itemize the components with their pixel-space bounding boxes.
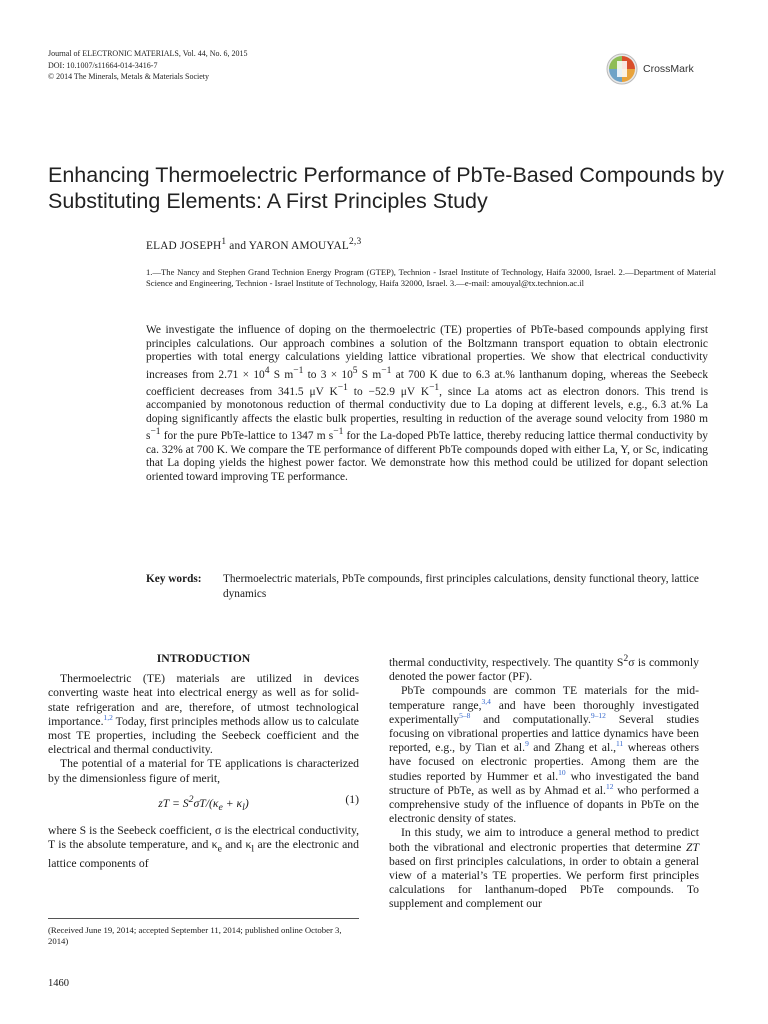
copyright-line: © 2014 The Minerals, Metals & Materials Society <box>48 72 210 81</box>
body-text: whereas others have focused on electronic properties. Among them are the studies reported by Hummer et al. <box>389 741 699 783</box>
body-text: are the electronic and lattice components of <box>48 838 359 870</box>
body-text: and κ <box>221 838 252 852</box>
abstract-sup: −1 <box>333 427 344 438</box>
equation-part: σT/(κ <box>193 796 219 810</box>
keywords <box>146 572 716 601</box>
equation-part: e <box>218 802 223 814</box>
body-text: Thermoelectric (TE) materials are utilized in devices converting waste heat into electrical energy as well as for solid-state refrigeration and are, therefore, of utmost technological importance. <box>48 672 359 728</box>
body-text: and Zhang et al., <box>528 741 617 755</box>
citation-link[interactable]: 3,4 <box>481 696 491 706</box>
body-paragraph: The potential of a material for TE applications is characterized by the dimensionless figure of merit, <box>48 757 359 785</box>
author-name: ELAD JOSEPH <box>146 239 222 252</box>
abstract-sup: −1 <box>381 365 392 376</box>
body-text: PbTe compounds are common TE materials for the mid-temperature range, <box>389 684 699 712</box>
equation-part: ) <box>244 796 249 810</box>
crossmark-icon <box>606 53 638 85</box>
abstract-sup: −1 <box>293 365 304 376</box>
abstract <box>146 324 708 484</box>
citation-link[interactable]: 11 <box>616 739 624 749</box>
journal-header <box>48 48 247 83</box>
equation-part: 2 <box>188 793 194 805</box>
citation-link[interactable]: 1,2 <box>103 712 113 722</box>
abstract-sup: −1 <box>429 382 440 393</box>
citation-link[interactable]: 12 <box>605 781 614 791</box>
abstract-sup: 5 <box>352 365 358 376</box>
received-dates-footnote: (Received June 19, 2014; accepted September 11, 2014; published online October 3, 2014) <box>48 925 342 946</box>
affiliations: 1.—The Nancy and Stephen Grand Technion Energy Program (GTEP), Technion - Israel Institute of Technology, Haifa 32000, Israel. 2.—Department of Material Science and Engineering, Technion - Israel Institute of Technology, Haifa 32000, Israel. 3.—e-mail: amouyal@tx.technion.ac.il <box>146 267 716 288</box>
author-conjunction: and <box>226 239 249 252</box>
body-text: Several studies focusing on vibrational properties and lattice dynamics have been reported, e.g., by Tian et al. <box>389 712 699 755</box>
abstract-text: at 700 K due to 6.3 at.% lanthanum doping, whereas the Seebeck coefficient decreases from 341.5 μV K <box>146 368 709 398</box>
body-text: who investigated the band structure of PbTe, as well as by Ahmad et al. <box>389 769 699 797</box>
footnote-divider <box>48 918 359 919</box>
body-text: Today, first principles methods allow us to calculate most TE properties, including the Seebeck coefficient and the electrical and thermal conductivity. <box>48 714 359 757</box>
abstract-text: , since La atoms act as electron donors. This trend is accompanied by monotonous reduction of thermal conductivity due to La doping at different levels, e.g., 6.3 at.% La doping significantly affects the elastic bulk properties, resulting in reduction of the average sound velocity from 1980 m s <box>146 385 709 443</box>
body-text: and have been thoroughly investigated experimentally <box>389 698 699 726</box>
author-name: YARON AMOUYAL <box>248 239 349 252</box>
left-column <box>48 652 359 871</box>
abstract-sup: 4 <box>264 365 270 376</box>
author-affiliation-mark: 1 <box>221 237 227 247</box>
section-heading: INTRODUCTION <box>156 652 251 665</box>
abstract-text: S m <box>357 368 382 381</box>
equation-part: l <box>242 802 245 814</box>
body-text: 2 <box>623 653 629 664</box>
citation-link[interactable]: 10 <box>558 767 566 777</box>
body-text: ZT <box>685 840 699 854</box>
body-text: e <box>217 843 222 855</box>
body-text: thermal conductivity, respectively. The quantity S <box>389 655 624 669</box>
body-text: who performed a comprehensive study of the influence of dopants in PbTe on the electronic density of states. <box>389 783 699 826</box>
author-list <box>146 237 361 252</box>
body-text: where S is the Seebeck coefficient, σ is the electrical conductivity, T is the absolute temperature, and κ <box>48 824 359 852</box>
body-paragraph <box>389 684 699 826</box>
abstract-text: to 3 × 10 <box>303 368 353 381</box>
page-number: 1460 <box>48 978 69 989</box>
equation <box>48 793 359 815</box>
journal-citation: Journal of ELECTRONIC MATERIALS, Vol. 44, No. 6, 2015 <box>48 49 248 58</box>
abstract-text: to −52.9 μV K <box>347 385 430 398</box>
abstract-sup: −1 <box>150 427 161 438</box>
paper-title: Enhancing Thermoelectric Performance of PbTe-Based Compounds by Substituting Elements: A First Principles Study <box>48 163 725 213</box>
abstract-text: S m <box>269 368 294 381</box>
citation-link[interactable]: 9–12 <box>590 710 606 720</box>
abstract-sup: −1 <box>337 382 348 393</box>
body-paragraph <box>389 652 699 684</box>
body-text: In this study, we aim to introduce a general method to predict both the vibrational and electronic properties that determine <box>389 826 699 854</box>
body-text: l <box>251 843 255 855</box>
keywords-text: Thermoelectric materials, PbTe compounds, first principles calculations, density functional theory, lattice dynamics <box>223 573 699 600</box>
citation-link[interactable]: 5–8 <box>459 710 471 720</box>
equation-part: zT = S <box>158 796 189 810</box>
doi-line: DOI: 10.1007/s11664-014-3416-7 <box>48 60 158 70</box>
abstract-text: for the pure PbTe-lattice to 1347 m s <box>160 430 334 443</box>
abstract-text: for the La-doped PbTe lattice, thereby reducing lattice thermal conductivity by ca. 32% at 700 K. We compare the TE performance of different PbTe compounds doped with either La, Y, or Sc, indicating that La doping yields the highest power factor. We demonstrate how this method could be utilized for dopant selection oriented toward improving TE performance. <box>146 430 708 483</box>
crossmark-label: CrossMark <box>643 63 694 75</box>
crossmark-badge[interactable] <box>606 52 716 86</box>
abstract-text: We investigate the influence of doping on the thermoelectric (TE) properties of PbTe-based compounds applying first principles calculations. Our approach combines a solution of the Boltzmann transport equation to obtain electronic properties with total energy calculations yielding lattice vibrational properties. We show that electrical conductivity increases from 2.71 × 10 <box>146 324 708 381</box>
right-column <box>389 652 699 912</box>
equation-number: (1) <box>345 792 359 806</box>
body-paragraph <box>389 826 699 911</box>
author-affiliation-mark: 2,3 <box>348 237 362 247</box>
body-text: σ is commonly denoted the power factor (PF). <box>389 655 699 684</box>
body-paragraph <box>48 824 359 871</box>
keywords-label: Key words: <box>146 573 202 585</box>
citation-link[interactable]: 9 <box>525 739 529 749</box>
body-text: and computationally. <box>470 712 591 726</box>
body-paragraph <box>48 672 359 757</box>
body-text: based on first principles calculations, in order to obtain a general view of a material’s TE properties. We perform first principles calculations for lanthanum-doped PbTe compounds. To supplement and complement our <box>389 854 699 911</box>
equation-part: + κ <box>222 796 243 810</box>
